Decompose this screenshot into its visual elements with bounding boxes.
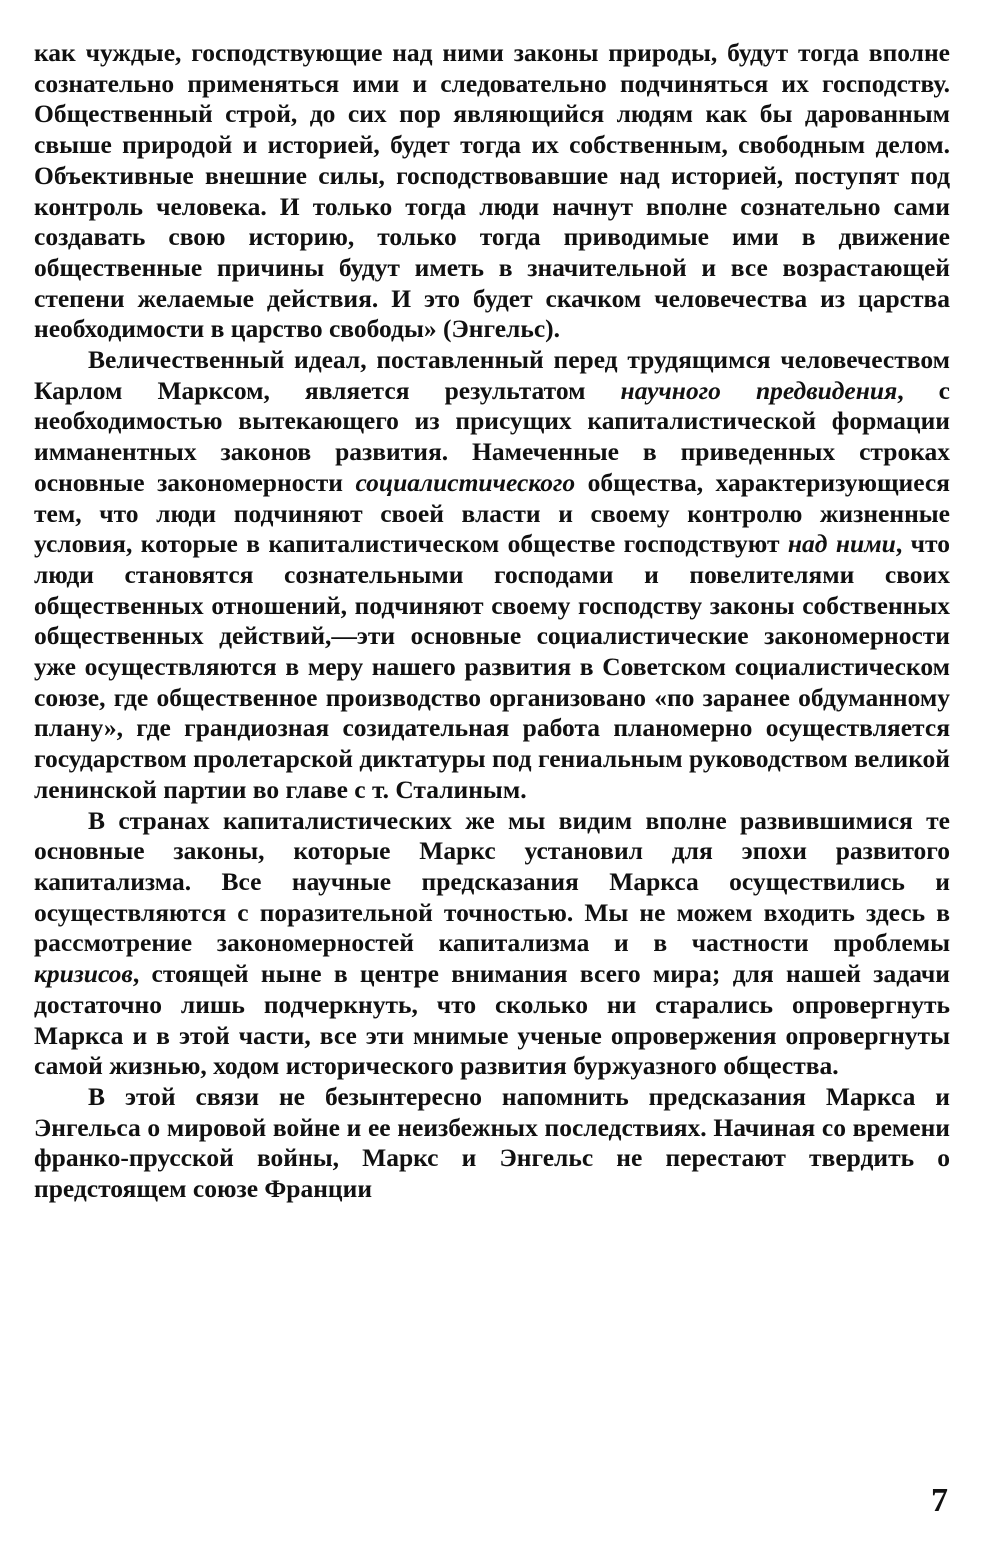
text-segment: как чуждые, господствующие над ними законы природы, будут тогда вполне сознательно применяться ими и следовательно подчиняться их господству. Общественный строй, до сих пор являющийся людям как бы дарованным свыше природой и историей, будет тогда их собственным, свободным делом. Объективные внешние силы, господствовавшие над историей, поступят под контроль человека. И только тогда люди начнут вполне сознательно сами создавать свою историю, только тогда приводимые ими в движение общественные причины будут иметь в значительной и все возрастающей степени желаемые действия. И это будет скачком человечества из царства необходимости в царство свободы» (Энгельс). [34, 38, 950, 344]
italic-text-segment: кризисов [34, 959, 133, 989]
paragraph [34, 345, 950, 806]
page-number: 7 [931, 1482, 948, 1519]
text-segment: Величественный идеал, поставленный перед трудящимся человечеством Карлом Марксом, является результатом [34, 345, 950, 405]
italic-text-segment: над ними [787, 529, 896, 559]
text-segment: В странах капиталистических же мы видим вполне развившимися те основные законы, которые Маркс установил для эпохи развитого капитализма. Все научные предсказания Маркса осуществились и осуществляются с поразительной точностью. Мы не можем входить здесь в рассмотрение закономерностей капитализма и в частности проблемы [34, 805, 950, 958]
paragraph [34, 1082, 950, 1205]
text-segment: общества, характеризующиеся тем, что люди подчиняют своей власти и своему контролю жизненные условия, которые в капиталистическом обществе господствуют [34, 467, 950, 559]
italic-text-segment: социалистического [355, 467, 576, 497]
paragraph [34, 806, 950, 1082]
text-segment: , с необходимостью вытекающего из присущих капиталистической формации имманентных законов развития. Намеченные в приведенных строках основные закономерности [34, 375, 950, 497]
page-body [34, 38, 950, 1205]
italic-text-segment: научного предвидения [620, 375, 898, 405]
text-segment: , стоящей ныне в центре внимания всего мира; для нашей задачи достаточно лишь подчеркнуть, что сколько ни старались опровергнуть Маркса и в этой части, все эти мнимые ученые опровержения опровергнуты самой жизнью, ходом исторического развития буржуазного общества. [34, 959, 950, 1081]
text-segment: В этой связи не безынтересно напомнить предсказания Маркса и Энгельса о мировой войне и ее неизбежных последствиях. Начиная со времени франко-прусской войны, Маркс и Энгельс не перестают твердить о предстоящем союзе Франции [34, 1081, 950, 1204]
text-segment: , что люди становятся сознательными господами и повелителями своих общественных отношений, подчиняют своему господству законы собственных общественных действий,—эти основные социалистические закономерности уже осуществляются в меру нашего развития в Советском социалистическом союзе, где общественное производство организовано «по заранее обдуманному плану», где грандиозная созидательная работа планомерно осуществляется государством пролетарской диктатуры под гениальным руководством великой ленинской партии во главе с т. Сталиным. [34, 529, 950, 804]
paragraph [34, 38, 950, 345]
